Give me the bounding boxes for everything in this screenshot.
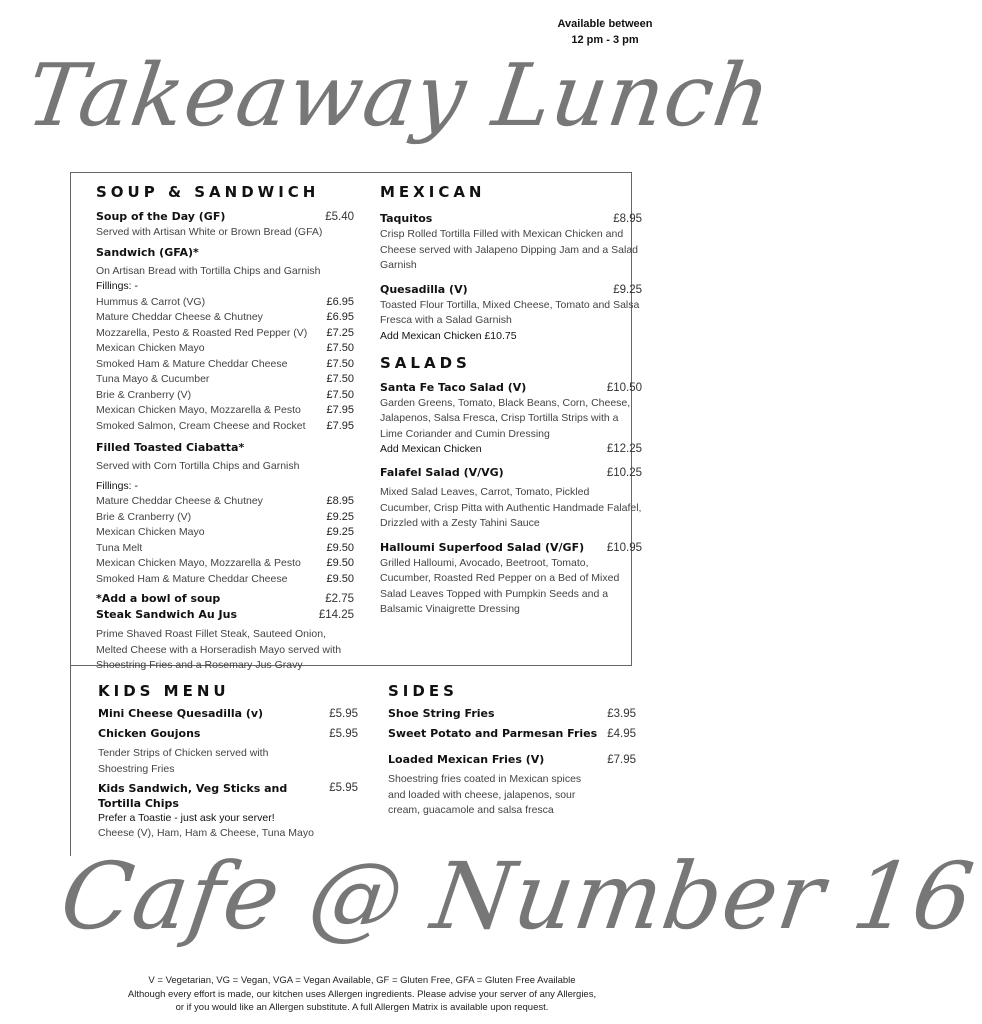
ciabatta-title: Filled Toasted Ciabatta*: [96, 441, 245, 454]
list-item: Mexican Chicken Mayo, Mozzarella & Pesto £9.50: [96, 557, 354, 569]
list-item: Mexican Chicken Mayo, Mozzarella & Pesto £7.95: [96, 404, 354, 416]
falafel-item: Falafel Salad (V/VG) £10.25: [380, 466, 642, 479]
sandwich-description: On Artisan Bread with Tortilla Chips and Garnish: [96, 264, 321, 277]
item-description: Tender Strips of Chicken served with Shoestring Fries: [98, 747, 269, 775]
list-item: Brie & Cranberry (V) £9.25: [96, 510, 354, 523]
sweet-potato-item: Sweet Potato and Parmesan Fries £4.95: [388, 727, 636, 740]
footer-line: V = Vegetarian, VG = Vegan, VGA = Vegan Available, GF = Gluten Free, GFA = Gluten Free Available: [148, 975, 576, 986]
menu-title: Takeaway Lunch: [20, 46, 778, 146]
list-item: Mature Cheddar Cheese & Chutney £6.95: [96, 311, 354, 323]
footer-line: Although every effort is made, our kitchen uses Allergen ingredients. Please advise your server of any Allergies,: [127, 988, 597, 1000]
item-addon: Add Mexican Chicken £12.25: [380, 443, 642, 455]
list-item: Tuna Mayo & Cucumber £7.50: [96, 373, 354, 385]
soup-sandwich-heading: SOUP & SANDWICH: [96, 183, 320, 201]
list-item: Smoked Salmon, Cream Cheese and Rocket £7.95: [96, 419, 354, 432]
fillings-label: Fillings: -: [96, 479, 139, 492]
loaded-fries-item: Loaded Mexican Fries (V) £7.95: [388, 753, 636, 766]
availability-line1: Available between: [557, 18, 653, 30]
list-item: Mexican Chicken Mayo £9.25: [96, 526, 354, 538]
list-item: Tuna Melt £9.50: [96, 541, 354, 554]
item-description: Served with Artisan White or Brown Bread (GFA): [96, 226, 323, 238]
goujons-item: Chicken Goujons £5.95: [98, 727, 358, 740]
kids-heading: KIDS MENU: [98, 682, 230, 700]
item-description: Garden Greens, Tomato, Black Beans, Corn, Cheese, Jalapenos, Salsa Fresca, Crisp Tortilla Strips with a Lime Coriander and Cumin Dressing: [380, 396, 631, 440]
item-description: Toasted Flour Tortilla, Mixed Cheese, Tomato and Salsa Fresca with a Salad Garnish: [380, 298, 640, 326]
mexican-heading: MEXICAN: [380, 183, 486, 201]
item-name: Soup of the Day (GF): [96, 210, 226, 223]
soup-addon: *Add a bowl of soup £2.75: [96, 592, 354, 605]
shoestring-item: Shoe String Fries £3.95: [388, 707, 636, 720]
quesadilla-item: Quesadilla (V) £9.25: [380, 282, 642, 296]
halloumi-item: Halloumi Superfood Salad (V/GF) £10.95: [380, 540, 642, 554]
kids-section: [98, 682, 358, 842]
item-description: Cheese (V), Ham, Ham & Cheese, Tuna Mayo: [98, 827, 314, 839]
steak-item: Steak Sandwich Au Jus £14.25: [96, 608, 354, 621]
availability-line2: 12 pm - 3 pm: [571, 34, 639, 46]
item-price: £5.40: [325, 211, 354, 223]
list-item: Brie & Cranberry (V) £7.50: [96, 388, 354, 401]
list-item: Mature Cheddar Cheese & Chutney £8.95: [96, 495, 354, 507]
item-description: Grilled Halloumi, Avocado, Beetroot, Tomato, Cucumber, Roasted Red Pepper on a Bed of Mixed Salad Leaves Topped with Pumpkin Seeds and a Balsamic Vinaigrette Dressing: [380, 556, 620, 615]
mexican-section: [380, 183, 642, 618]
list-item: Mozzarella, Pesto & Roasted Red Pepper (V) £7.25: [96, 326, 354, 339]
item-description: Shoestring fries coated in Mexican spices and loaded with cheese, jalapenos, sour cream, guacamole and salsa fresca: [388, 773, 582, 816]
footer-line: or if you would like an Allergen substitute. A full Allergen Matrix is available upon request.: [175, 1002, 549, 1013]
item-description: Mixed Salad Leaves, Carrot, Tomato, Pickled Cucumber, Crisp Pitta with Authentic Handmade Falafel, Drizzled with a Zesty Tahini Sauce: [380, 486, 642, 529]
soup-item: [96, 209, 354, 225]
item-note: Prefer a Toastie - just ask your server!: [98, 812, 275, 824]
salads-heading: SALADS: [380, 353, 471, 372]
frame-divider: [70, 666, 71, 856]
sides-section: [388, 682, 636, 819]
allergen-footer: [40, 974, 684, 1015]
steak-description: Prime Shaved Roast Fillet Steak, Sauteed Onion, Melted Cheese with a Horseradish Mayo served with Shoestring Fries and a Rosemary Jus Gravy: [96, 628, 342, 671]
santa-fe-item: Santa Fe Taco Salad (V) £10.50: [380, 380, 642, 394]
item-description: Crisp Rolled Tortilla Filled with Mexican Chicken and Cheese served with Jalapeno Dipping Jam and a Salad Garnish: [380, 228, 638, 271]
soup-sandwich-section: [96, 183, 354, 674]
fillings-label: Fillings: -: [96, 280, 139, 292]
list-item: Hummus & Carrot (VG) £6.95: [96, 295, 354, 308]
sandwich-title: Sandwich (GFA)*: [96, 245, 199, 259]
list-item: Smoked Ham & Mature Cheddar Cheese £7.50: [96, 357, 354, 370]
kids-quesadilla-item: Mini Cheese Quesadilla (v) £5.95: [98, 707, 358, 720]
kids-sandwich-item: Kids Sandwich, Veg Sticks and Tortilla Chips £5.95: [98, 782, 358, 810]
list-item: Smoked Ham & Mature Cheddar Cheese £9.50: [96, 572, 354, 585]
item-addon: Add Mexican Chicken £10.75: [380, 329, 517, 342]
ciabatta-description: Served with Corn Tortilla Chips and Garnish: [96, 460, 300, 472]
taquitos-item: Taquitos £8.95: [380, 212, 642, 225]
list-item: Mexican Chicken Mayo £7.50: [96, 342, 354, 354]
sides-heading: SIDES: [388, 682, 458, 700]
brand-name: Cafe @ Number 16: [54, 843, 981, 950]
